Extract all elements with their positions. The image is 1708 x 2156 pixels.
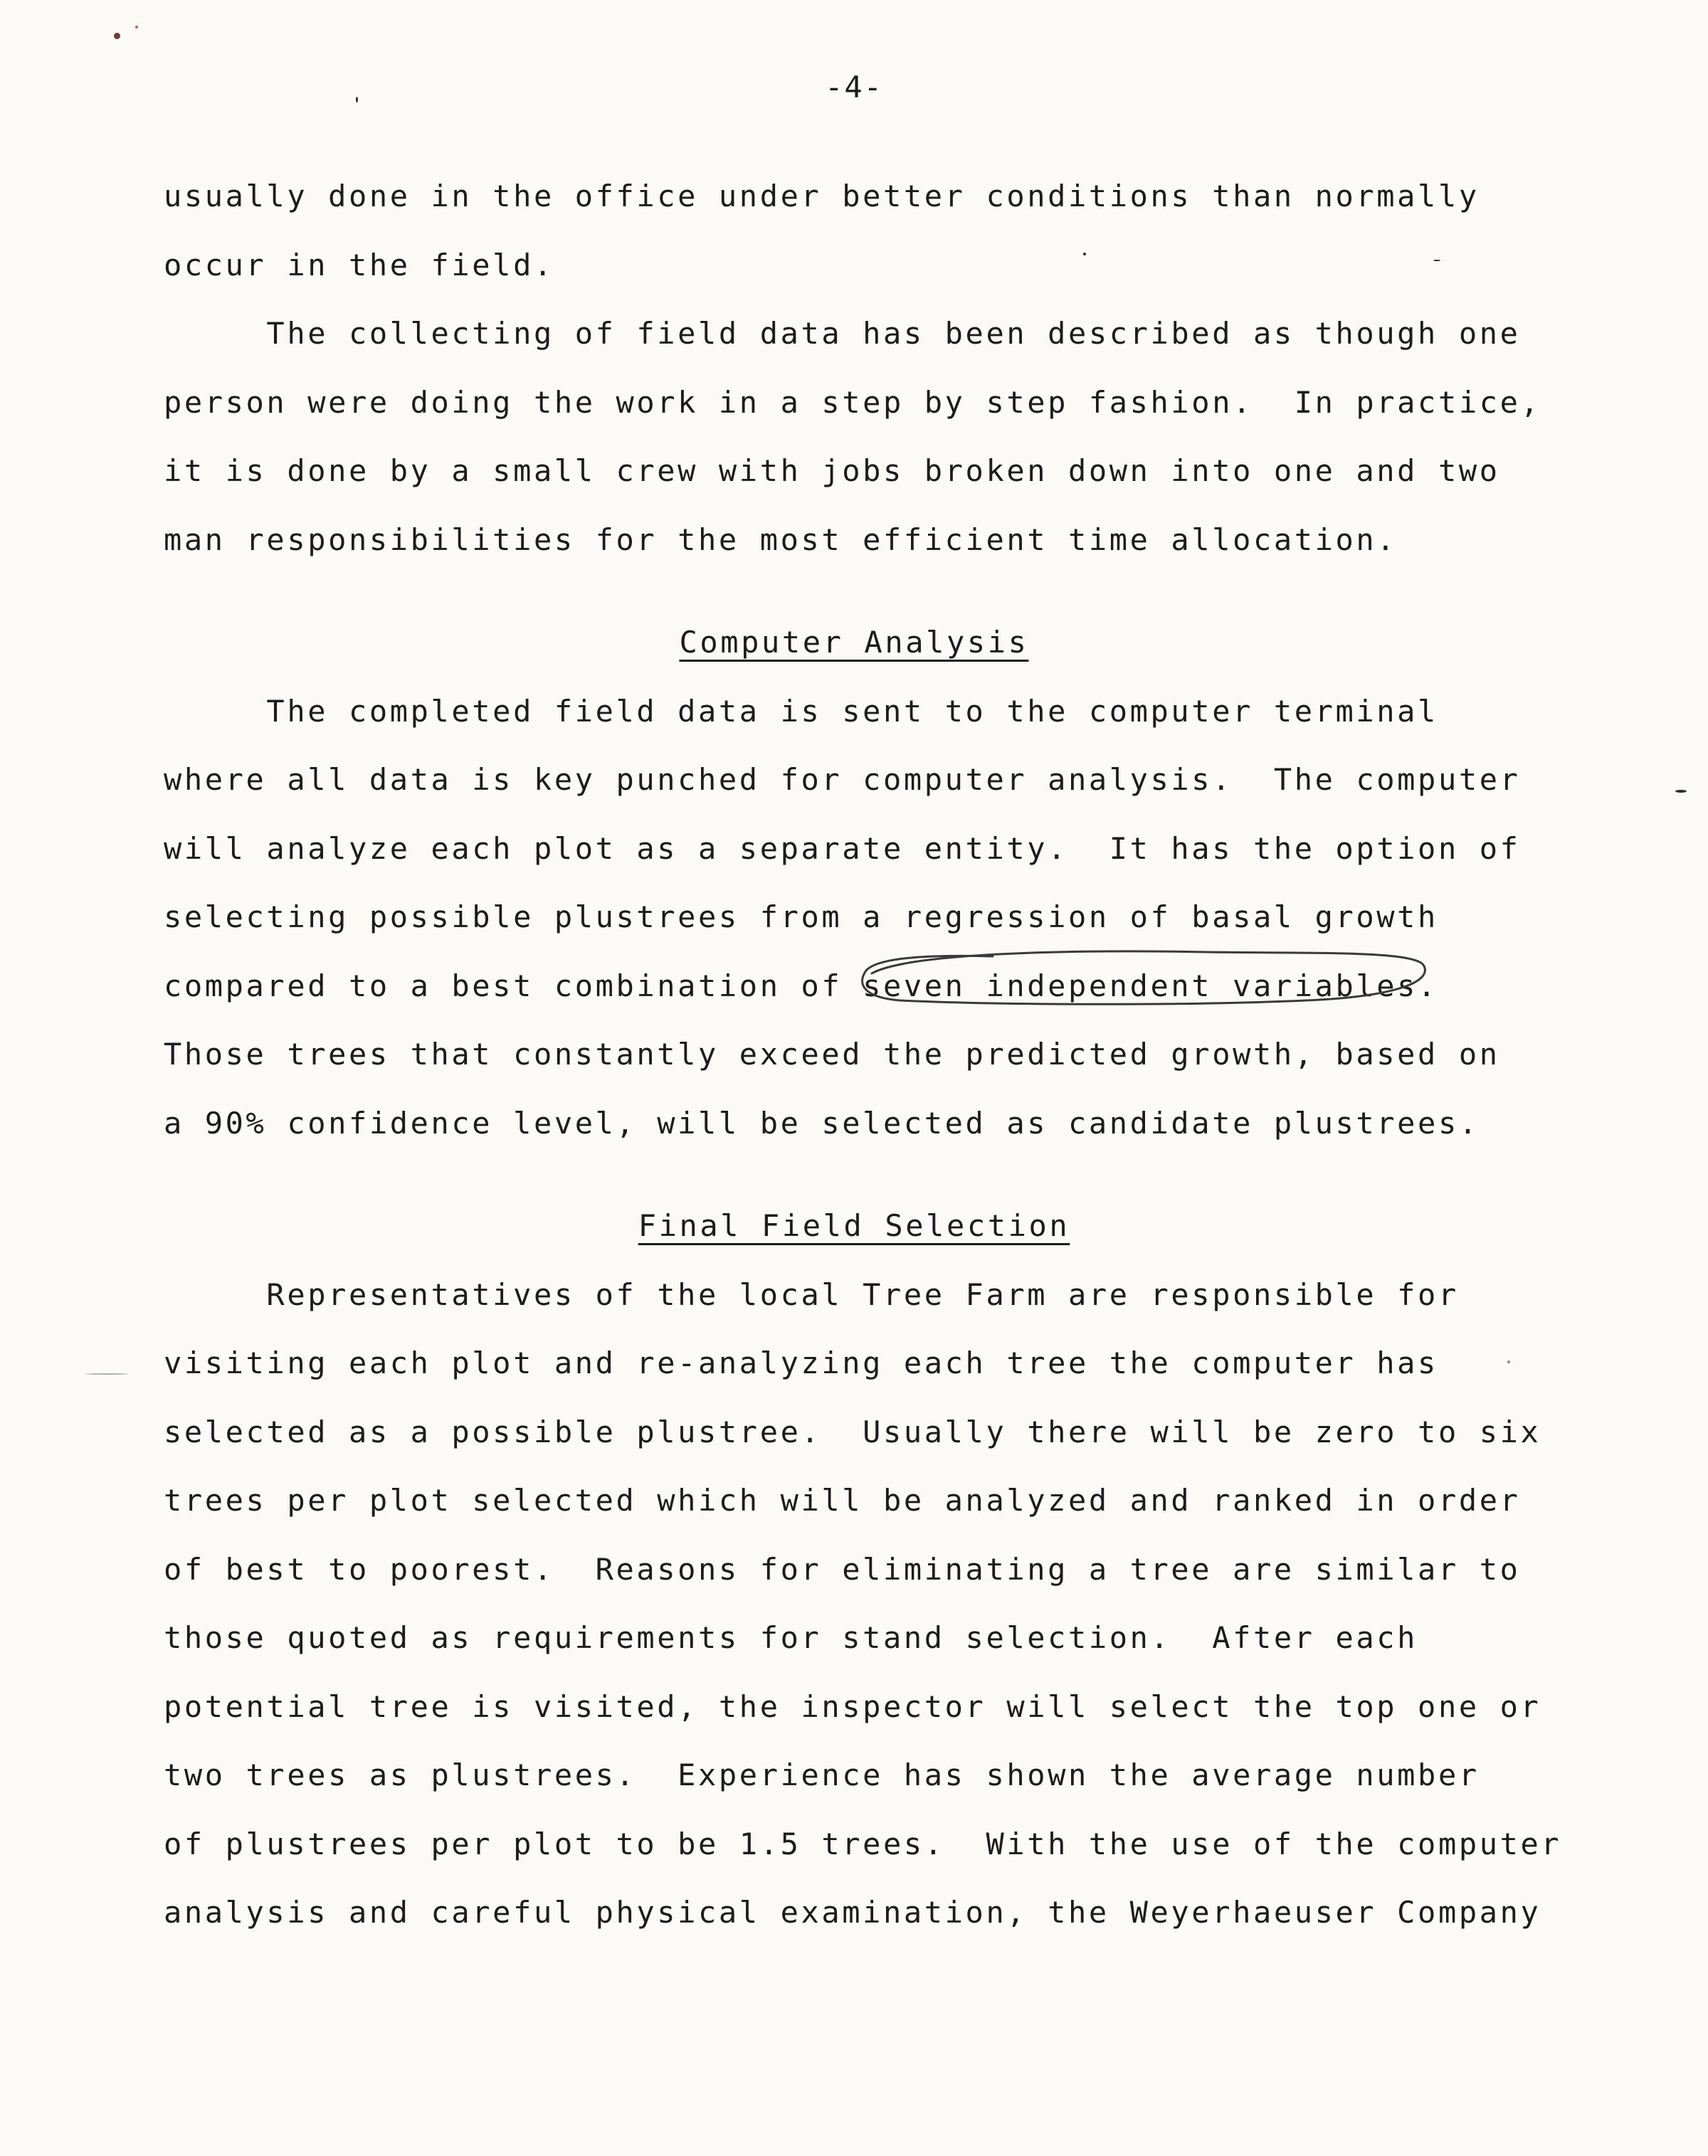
paper-speck: [1083, 253, 1086, 255]
text-line: those quoted as requirements for stand selection. After each: [164, 1620, 1418, 1655]
paper-speck: [85, 1373, 128, 1375]
text-line: it is done by a small crew with jobs broken down into one and two: [164, 453, 1500, 488]
text-line: analysis and careful physical examination, the Weyerhaeuser Company: [164, 1895, 1541, 1930]
text-line: person were doing the work in a step by step fashion. In practice,: [164, 385, 1541, 420]
text-line: selected as a possible plustree. Usually there will be zero to six: [164, 1415, 1541, 1449]
paper-speck: [1507, 1360, 1510, 1363]
text-line: compared to a best combination of seven independent variables.: [164, 968, 1438, 1003]
text-line: will analyze each plot as a separate entity. It has the option of: [164, 831, 1521, 866]
paper-speck: [135, 26, 138, 28]
section-heading-computer-analysis: [0, 625, 1708, 660]
text-line: Those trees that constantly exceed the predicted growth, based on: [164, 1037, 1500, 1072]
text-line: selecting possible plustrees from a regression of basal growth: [164, 899, 1438, 934]
text-line: usually done in the office under better conditions than normally: [164, 179, 1480, 213]
text-line: The collecting of field data has been described as though one: [164, 316, 1521, 351]
section-heading-final-field-selection: [0, 1208, 1708, 1243]
text-line: visiting each plot and re-analyzing each tree the computer has: [164, 1346, 1438, 1380]
text-line: where all data is key punched for computer analysis. The computer: [164, 762, 1521, 797]
heading-text: Computer Analysis: [679, 625, 1029, 660]
text-line: two trees as plustrees. Experience has shown the average number: [164, 1758, 1480, 1792]
text-line: of best to poorest. Reasons for eliminating a tree are similar to: [164, 1552, 1521, 1587]
heading-text: Final Field Selection: [638, 1208, 1070, 1243]
paper-speck: [356, 97, 358, 102]
text-line: of plustrees per plot to be 1.5 trees. With the use of the computer: [164, 1827, 1562, 1861]
page-number: -4-: [825, 70, 883, 105]
text-line: The completed field data is sent to the computer terminal: [164, 694, 1438, 729]
paper-speck: [114, 33, 120, 39]
text-line: man responsibilities for the most efficient time allocation.: [164, 522, 1398, 557]
text-line: potential tree is visited, the inspector will select the top one or: [164, 1689, 1541, 1724]
paper-speck: [1433, 260, 1440, 261]
text-line: occur in the field.: [164, 248, 554, 282]
text-line: Representatives of the local Tree Farm are responsible for: [164, 1277, 1459, 1312]
paper-speck: [1675, 790, 1687, 793]
text-line: trees per plot selected which will be analyzed and ranked in order: [164, 1483, 1521, 1518]
text-line: a 90% confidence level, will be selected as candidate plustrees.: [164, 1106, 1480, 1141]
